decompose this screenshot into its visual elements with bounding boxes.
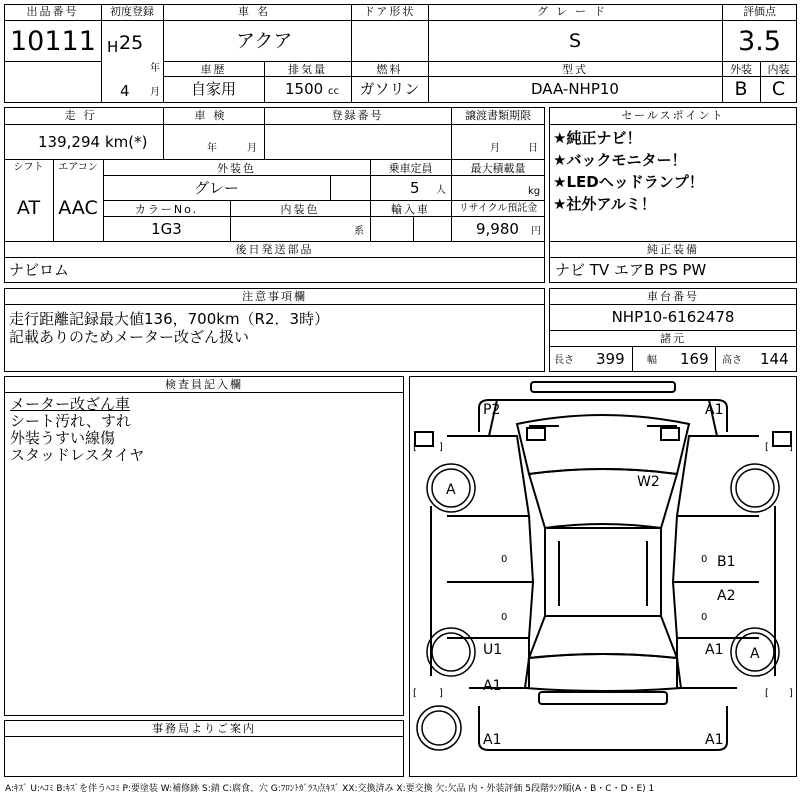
standard-equip-value: ナビ TV エアB PS PW (555, 261, 707, 279)
damage-mark: W2 (637, 474, 660, 490)
fuel-header: 燃料 (376, 63, 403, 76)
length-label: 長さ (554, 355, 574, 366)
damage-mark: A (750, 646, 760, 662)
inspector-note: メーター改ざん車 (10, 395, 131, 413)
mileage-value: 139,294 (38, 133, 101, 151)
standard-equip-header: 純正装備 (647, 243, 699, 256)
car-name-header: 車名 (238, 5, 276, 18)
import-header: 輸入車 (391, 203, 430, 216)
ext-color-value: グレー (193, 179, 239, 197)
aircon-value: AAC (58, 197, 98, 219)
inspector-header: 検査員記入欄 (165, 378, 243, 391)
score-value: 3.5 (738, 26, 781, 57)
damage-mark: U1 (483, 642, 503, 658)
svg-text:[: [ (413, 442, 417, 453)
damage-mark: P2 (483, 402, 501, 418)
load-unit: kg (528, 186, 541, 197)
year-unit: 年 (150, 63, 160, 74)
month-unit: 月 (150, 87, 160, 98)
damage-mark: A (446, 482, 456, 498)
lot-no-header: 出品番号 (26, 5, 79, 18)
height-label: 高さ (722, 355, 742, 366)
sales-point-item: ★バックモニター！ (553, 151, 687, 169)
history-header: 車歴 (200, 63, 227, 76)
inspector-note: 外装うすい線傷 (10, 429, 116, 447)
damage-mark: A1 (705, 402, 724, 418)
svg-text:[: [ (765, 688, 769, 699)
sales-point-item: ★LEDヘッドランプ！ (553, 173, 704, 191)
exterior-header: 外装 (730, 63, 752, 76)
inspector-note: シート汚れ、すれ (10, 412, 131, 430)
capacity-value: 5 (410, 179, 420, 197)
car-damage-diagram (409, 376, 797, 777)
svg-text:0: 0 (701, 612, 708, 623)
docs-day-unit: 日 (528, 143, 538, 154)
damage-legend: A:ｷｽﾞ U:ﾍｺﾐ B:ｷｽﾞを伴うﾍｺﾐ P:要塗装 W:補修跡 S:錆 C:腐食、穴 G:ﾌﾛﾝﾄｶﾞﾗｽ点ｷｽﾞ XX:交換済み X:要交換 欠:欠品 内・外装評価 5段階ﾗﾝｸ順(A・B・C・D・E) 1 (5, 784, 655, 794)
grade-header: グレード (537, 5, 613, 18)
damage-mark: A1 (705, 732, 724, 748)
ext-color-header: 外装色 (217, 162, 256, 175)
shift-value: AT (16, 197, 41, 219)
svg-text:]: ] (789, 442, 793, 453)
svg-text:[: [ (765, 442, 769, 453)
int-color-header: 内装色 (280, 203, 320, 216)
mileage-unit: km(*) (105, 133, 148, 151)
chassis-header: 車台番号 (647, 290, 699, 303)
score-header: 評価点 (743, 5, 776, 18)
svg-text:[: [ (413, 688, 417, 699)
int-color-unit: 系 (354, 226, 364, 237)
lot-number: 10111 (10, 26, 96, 57)
damage-mark: A1 (705, 642, 724, 658)
damage-mark: A1 (483, 678, 502, 694)
sales-point-item: ★社外アルミ！ (553, 195, 656, 213)
chassis-value: NHP10-6162478 (611, 308, 735, 326)
recycle-value: 9,980 (476, 220, 519, 238)
model-header: 型式 (562, 63, 588, 76)
model-value: DAA-NHP10 (531, 80, 619, 98)
era-letter: H (107, 38, 119, 56)
displacement-value: 1500 (285, 80, 324, 98)
displacement-unit: cc (328, 86, 339, 97)
inspection-month-unit: 月 (247, 143, 257, 154)
damage-mark: B1 (717, 554, 736, 570)
aircon-header: エアコン (58, 162, 98, 173)
width-value: 169 (680, 350, 709, 368)
sales-points-header: セールスポイント (621, 109, 725, 122)
svg-text:]: ] (439, 688, 443, 699)
interior-grade: C (771, 78, 786, 100)
length-value: 399 (596, 350, 625, 368)
color-no-value: 1G3 (151, 220, 182, 238)
reg-month: 4 (120, 82, 130, 100)
svg-text:0: 0 (501, 612, 508, 623)
recycle-unit: 円 (531, 226, 541, 237)
notes-header: 注意事項欄 (242, 290, 307, 303)
svg-text:]: ] (439, 442, 443, 453)
dimensions-header: 諸元 (660, 332, 686, 345)
transfer-docs-header: 譲渡書類期限 (465, 109, 531, 122)
max-load-header: 最大積載量 (470, 162, 526, 175)
inspection-year-unit: 年 (207, 143, 217, 154)
svg-text:0: 0 (501, 554, 508, 565)
capacity-unit: 人 (436, 185, 446, 196)
fuel-value: ガソリン (359, 80, 420, 98)
docs-month-unit: 月 (490, 143, 500, 154)
later-parts-header: 後日発送部品 (235, 243, 314, 256)
history-value: 自家用 (190, 80, 236, 98)
car-name: アクア (236, 30, 293, 52)
sales-point-item: ★純正ナビ！ (553, 129, 642, 147)
shift-header: シフト (13, 162, 44, 173)
reg-no-header: 登録番号 (331, 109, 384, 122)
grade-value: S (568, 30, 582, 52)
damage-mark: A2 (717, 588, 736, 604)
note-line: 走行距離記録最大値136，700km（R2．3時） (9, 310, 330, 328)
office-info-header: 事務局よりご案内 (152, 722, 256, 735)
interior-header: 内装 (767, 63, 790, 76)
note-line: 記載ありのためメーター改ざん扱い (9, 328, 250, 346)
reg-year: 25 (119, 32, 144, 54)
displacement-header: 排気量 (288, 63, 327, 76)
door-type-header: ドア形状 (363, 5, 416, 18)
capacity-header: 乗車定員 (388, 162, 433, 175)
later-parts-value: ナビロム (9, 261, 70, 279)
exterior-grade: B (734, 78, 748, 100)
width-label: 幅 (647, 355, 657, 366)
color-no-header: カラーNo. (134, 203, 199, 216)
recycle-header: リサイクル預託金 (458, 203, 538, 214)
svg-text:0: 0 (701, 554, 708, 565)
svg-text:]: ] (789, 688, 793, 699)
inspection-header: 車検 (194, 109, 233, 122)
damage-mark: A1 (483, 732, 502, 748)
height-value: 144 (760, 350, 789, 368)
first-reg-header: 初度登録 (110, 5, 154, 18)
inspector-note: スタッドレスタイヤ (10, 446, 145, 464)
mileage-header: 走行 (64, 109, 103, 122)
